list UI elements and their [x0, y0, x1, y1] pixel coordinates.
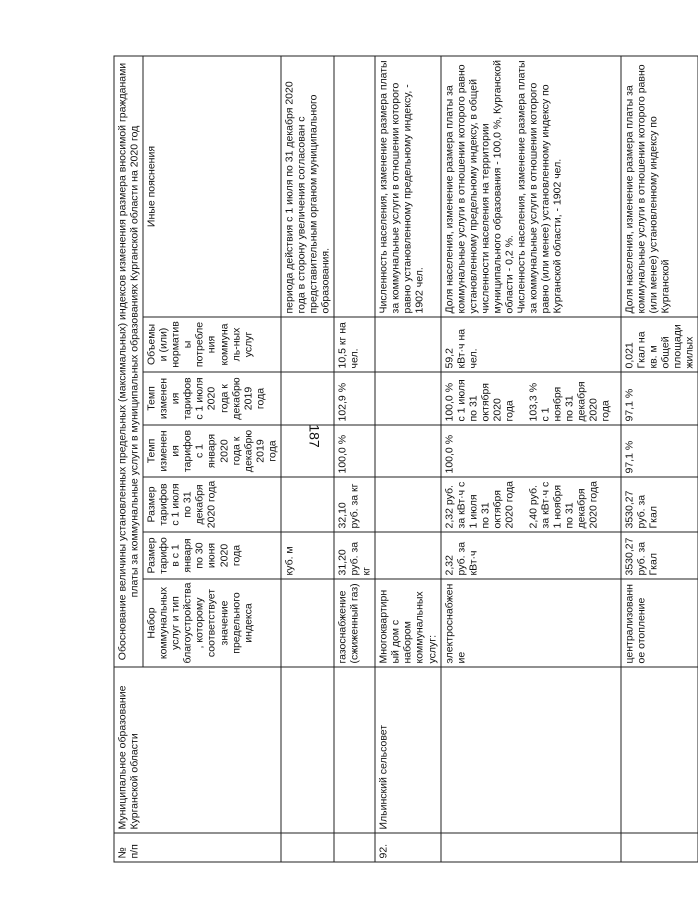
page-number: 187: [306, 424, 323, 448]
header-rate-jan: Темп изменения тарифов с 1 января 2020 года к декабрю 2019 года: [143, 425, 281, 477]
table-row: электроснабжение 2,32 руб. за кВт·ч 2,32 руб. за кВт·ч с 1 июля по 31 октября 2020 года 2,40 руб. за кВт·ч с 1 ноября по 31 декабря 2020 года 100,0 % 100,0 % с 1 июля по 31 октября 2020 года 103,3 % с 1 ноября по 31 декабря 2020 года 59,2 кВт·ч на чел. Доля населения, изменение размера платы за коммунальные услуги в отношении которого равно установленному предельному индексу, в общей численности населения на территории муниципального образования - 100,0 %, Курганской области - 0,2 %. Численность населения, изменение размера платы за коммунальные услуги в отношении которого равно (или менее) установленному индексу по Курганской области, - 1902 чел.: [440, 56, 620, 862]
header-rate-jul: Темп изменения тарифов с 1 июля 2020 года к декабрю 2019 года: [143, 372, 281, 425]
header-service: Набор коммунальных услуг и тип благоустройства, которому соответствует значение предельного индекса: [143, 579, 281, 667]
table-row: централизованное отопление 3530,27 руб. за Гкал 3530,27 руб. за Гкал 97,1 % 97,1 % 0,021 Гкал на кв. м общей площади жилых Доля населения, изменение размера платы за коммунальные услуги в отношении которого равно (или менее) установленному индексу по Курганской: [620, 56, 697, 862]
rotated-table-container: [113, 55, 695, 862]
header-tariff-h1: Размер тарифов с 1 января по 30 июня 2020 года: [143, 532, 281, 579]
header-mo: Муниципальное образование Курганской области: [114, 667, 281, 833]
tariff-index-table: [113, 55, 698, 862]
header-explanation: Иные пояснения: [143, 56, 281, 317]
table-row: 92. Ильинский сельсовет Многоквартирный дом с набором коммунальных услуг: Численность населения, изменение размера платы за коммунальные услуги в отношении которого равно установленному предельному индексу, - 1902 чел.: [375, 56, 440, 862]
header-volume: Объемы и (или) нормативы потребления коммуналь-ных услуг: [143, 317, 281, 372]
header-no: № п/п: [114, 833, 281, 862]
header-tariff-h2: Размер тарифов с 1 июля по 31 декабря 2020 года: [143, 477, 281, 532]
table-row: куб. м периода действия с 1 июля по 31 декабря 2020 года в сторону увеличения согласован с представительным органом муниципального образования.: [280, 56, 333, 862]
header-row-top: [114, 56, 143, 862]
table-row: газоснабжение (сжиженный газ) 31,20 руб. за кг 32,10 руб. за кг 100,0 % 102,9 % 10,5 кг на чел.: [334, 56, 375, 862]
header-top-title: Обоснование величины установленных предельных (максимальных) индексов изменения размера вносимой гражданами платы за коммунальные услуги в муниципальных образованиях Курганской области на 2020 год: [114, 56, 143, 667]
